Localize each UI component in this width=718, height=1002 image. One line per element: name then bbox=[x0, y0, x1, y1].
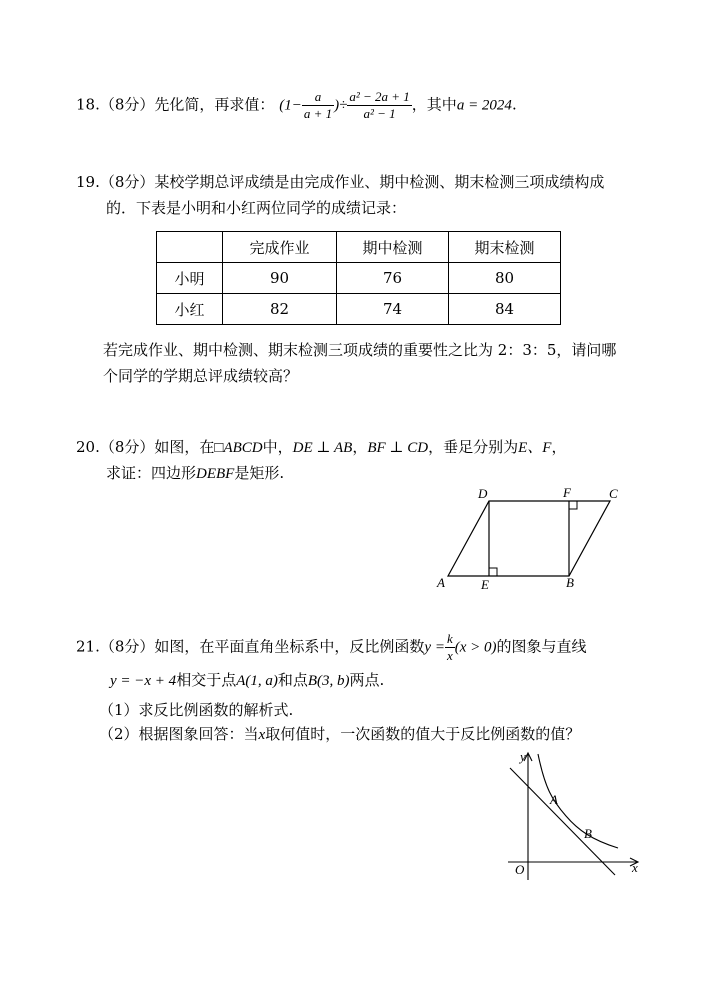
q18-fraction-1 bbox=[302, 89, 334, 122]
graph-label-y: y bbox=[520, 749, 526, 764]
q19-line-2: 的．下表是小明和小红两位同学的成绩记录： bbox=[106, 199, 407, 217]
q19-question-line-2: 个同学的学期总评成绩较高？ bbox=[103, 367, 299, 385]
graph-label-b: B bbox=[584, 826, 592, 841]
q21-text-a: 如图，在平面直角坐标系中，反比例函数 bbox=[154, 637, 425, 656]
q18-end: . bbox=[511, 95, 517, 114]
q18-fraction-2 bbox=[347, 89, 411, 122]
table-cell: 小红 bbox=[157, 294, 223, 325]
table-header-row bbox=[157, 232, 561, 263]
q21-line-1 bbox=[76, 631, 587, 664]
right-angle-mark-e bbox=[489, 568, 497, 576]
table-cell: 小明 bbox=[157, 263, 223, 294]
q21-points: （8分） bbox=[99, 637, 155, 656]
q20-separator: ， bbox=[352, 438, 368, 456]
q21-coordinate-graph bbox=[500, 748, 650, 888]
q20-points: （8分） bbox=[99, 438, 155, 456]
table-header-cell: 期中检测 bbox=[337, 232, 449, 263]
q18-text: 先化简，再求值： bbox=[154, 95, 275, 114]
q20-feet: E、F bbox=[518, 440, 552, 456]
q20-line-2 bbox=[106, 463, 284, 484]
q18-number: 18. bbox=[76, 95, 100, 114]
q18-f2-denominator: a² − 1 bbox=[363, 106, 396, 121]
q20-line2-text-a: 求证：四边形 bbox=[106, 464, 197, 482]
line-y-neg-x-plus-4 bbox=[510, 768, 615, 875]
q18-f1-denominator: a + 1 bbox=[303, 106, 333, 121]
q21-func-domain: (x > 0) bbox=[454, 639, 497, 656]
q21-func-numerator: k bbox=[446, 631, 453, 646]
q19-score-table bbox=[156, 231, 561, 325]
q20-parallelogram-figure bbox=[430, 484, 630, 594]
q20-text-c: ，垂足分别为 bbox=[428, 438, 519, 456]
q20-text-d: ， bbox=[551, 438, 567, 456]
q21-subquestion-2 bbox=[99, 724, 580, 745]
q21-func-fraction bbox=[445, 631, 455, 664]
table-cell: 90 bbox=[223, 263, 337, 294]
q21-text-c: 相交于点 bbox=[176, 671, 237, 689]
table-cell: 76 bbox=[337, 263, 449, 294]
parallelogram-abcd bbox=[448, 501, 610, 576]
q21-sub2-text-b: 取何值时，一次函数的值大于反比例函数的值？ bbox=[265, 725, 581, 743]
table-header-cell bbox=[157, 232, 223, 263]
table-cell: 84 bbox=[449, 294, 561, 325]
q19-points: （8分） bbox=[99, 173, 155, 191]
table-cell: 82 bbox=[223, 294, 337, 325]
q21-text-e: 两点. bbox=[349, 671, 385, 689]
q18-div-sign: )÷ bbox=[334, 97, 348, 114]
q20-condition-2: BF ⊥ CD bbox=[367, 440, 429, 456]
table-header-cell: 完成作业 bbox=[223, 232, 337, 263]
q20-parallelogram-symbol: □ABCD bbox=[214, 440, 263, 456]
q20-number: 20. bbox=[76, 438, 100, 456]
right-angle-mark-f bbox=[569, 501, 577, 509]
q18-condition: a = 2024 bbox=[456, 97, 512, 114]
table-header-cell: 期末检测 bbox=[449, 232, 561, 263]
q20-line2-text-b: 是矩形. bbox=[234, 464, 285, 482]
table-row bbox=[157, 294, 561, 325]
label-e: E bbox=[481, 577, 489, 592]
q19-question-line-1: 若完成作业、期中检测、期末检测三项成绩的重要性之比为 2：3：5，请问哪 bbox=[103, 341, 617, 359]
q18-expr-lead: (1− bbox=[279, 97, 302, 114]
q18-f2-numerator: a² − 2a + 1 bbox=[349, 89, 410, 104]
q21-func-denominator: x bbox=[446, 648, 453, 663]
q21-text-d: 和点 bbox=[277, 671, 308, 689]
q20-condition-1: DE ⊥ AB bbox=[292, 440, 353, 456]
q21-point-b: B(3, b) bbox=[307, 673, 350, 689]
label-f: F bbox=[563, 485, 571, 500]
q20-line-1 bbox=[76, 437, 566, 458]
label-a: A bbox=[437, 575, 445, 590]
q21-text-b: 的图象与直线 bbox=[496, 637, 587, 656]
label-b: B bbox=[566, 575, 574, 590]
q21-line-equation: y = −x + 4 bbox=[110, 673, 177, 689]
q18-line bbox=[76, 89, 517, 122]
table-cell: 74 bbox=[337, 294, 449, 325]
q19-line-1 bbox=[76, 172, 604, 192]
q20-text-b: 中， bbox=[262, 438, 293, 456]
q21-sub2-text-a: （2）根据图象回答：当 bbox=[99, 725, 259, 743]
q21-point-a: A(1, a) bbox=[236, 673, 278, 689]
label-c: C bbox=[609, 486, 618, 501]
table-cell: 80 bbox=[449, 263, 561, 294]
q18-f1-numerator: a bbox=[302, 89, 334, 106]
q18-tail-text: ，其中 bbox=[411, 95, 457, 114]
q21-number: 21. bbox=[76, 637, 100, 656]
graph-label-origin: O bbox=[515, 862, 525, 877]
graph-label-a: A bbox=[550, 792, 558, 807]
q19-line1-text: 某校学期总评成绩是由完成作业、期中检测、期末检测三项成绩构成 bbox=[154, 173, 605, 191]
q21-subquestion-1: （1）求反比例函数的解析式. bbox=[99, 701, 294, 719]
q20-quadrilateral: DEBF bbox=[196, 466, 235, 482]
q19-number: 19. bbox=[76, 173, 100, 191]
q21-line-2 bbox=[110, 670, 384, 691]
q21-func-lead: y = bbox=[424, 639, 445, 656]
q21-sub2-variable: x bbox=[258, 727, 266, 743]
q18-points: （8分） bbox=[99, 95, 155, 114]
table-row bbox=[157, 263, 561, 294]
graph-label-x: x bbox=[632, 860, 638, 875]
q20-text-a: 如图，在 bbox=[154, 438, 215, 456]
label-d: D bbox=[478, 486, 488, 501]
